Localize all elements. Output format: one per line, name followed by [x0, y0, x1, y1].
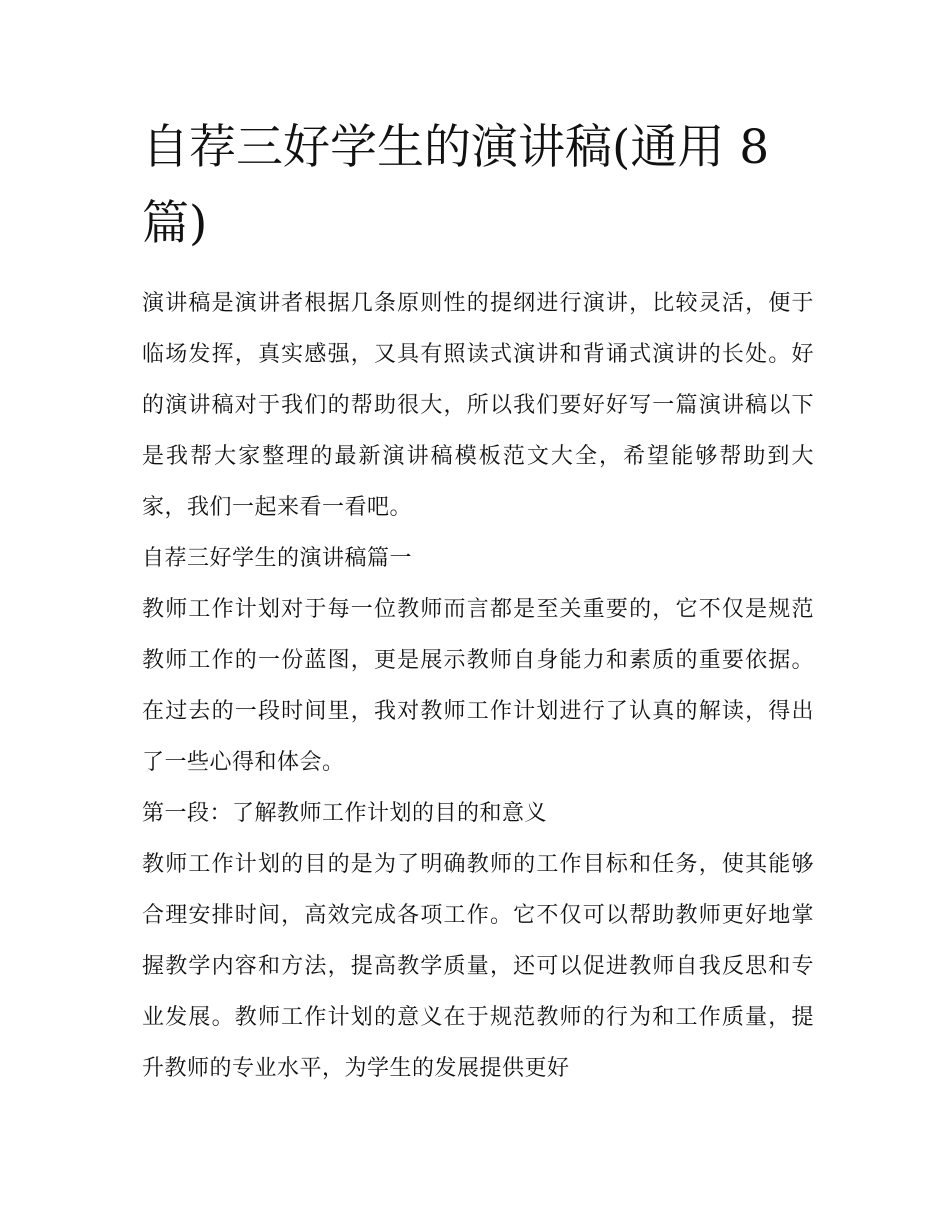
intro-paragraph: 演讲稿是演讲者根据几条原则性的提纲进行演讲，比较灵活，便于临场发挥，真实感强，又具有照读式演讲和背诵式演讲的长处。好的演讲稿对于我们的帮助很大，所以我们要好好写一篇演讲稿以下是我帮大家整理的最新演讲稿模板范文大全，希望能够帮助到大家，我们一起来看一看吧。 — [142, 291, 814, 520]
paragraph-2: 教师工作计划的目的是为了明确教师的工作目标和任务，使其能够合理安排时间，高效完成各项工作。它不仅可以帮助教师更好地掌握教学内容和方法，提高教学质量，还可以促进教师自我反思和专业发展。教师工作计划的意义在于规范教师的行为和工作质量，提升教师的专业水平，为学生的发展提供更好 — [142, 852, 814, 1081]
section-heading-1: 自荐三好学生的演讲稿篇一 — [142, 546, 413, 571]
document-title: 自荐三好学生的演讲稿(通用 8 篇) — [142, 120, 770, 251]
paragraph-1: 教师工作计划对于每一位教师而言都是至关重要的，它不仅是规范教师工作的一份蓝图，更是展示教师自身能力和素质的重要依据。在过去的一段时间里，我对教师工作计划进行了认真的解读，得出了一些心得和体会。 — [142, 597, 814, 775]
document-body — [142, 110, 814, 1094]
section-heading-2: 第一段：了解教师工作计划的目的和意义 — [142, 801, 548, 826]
